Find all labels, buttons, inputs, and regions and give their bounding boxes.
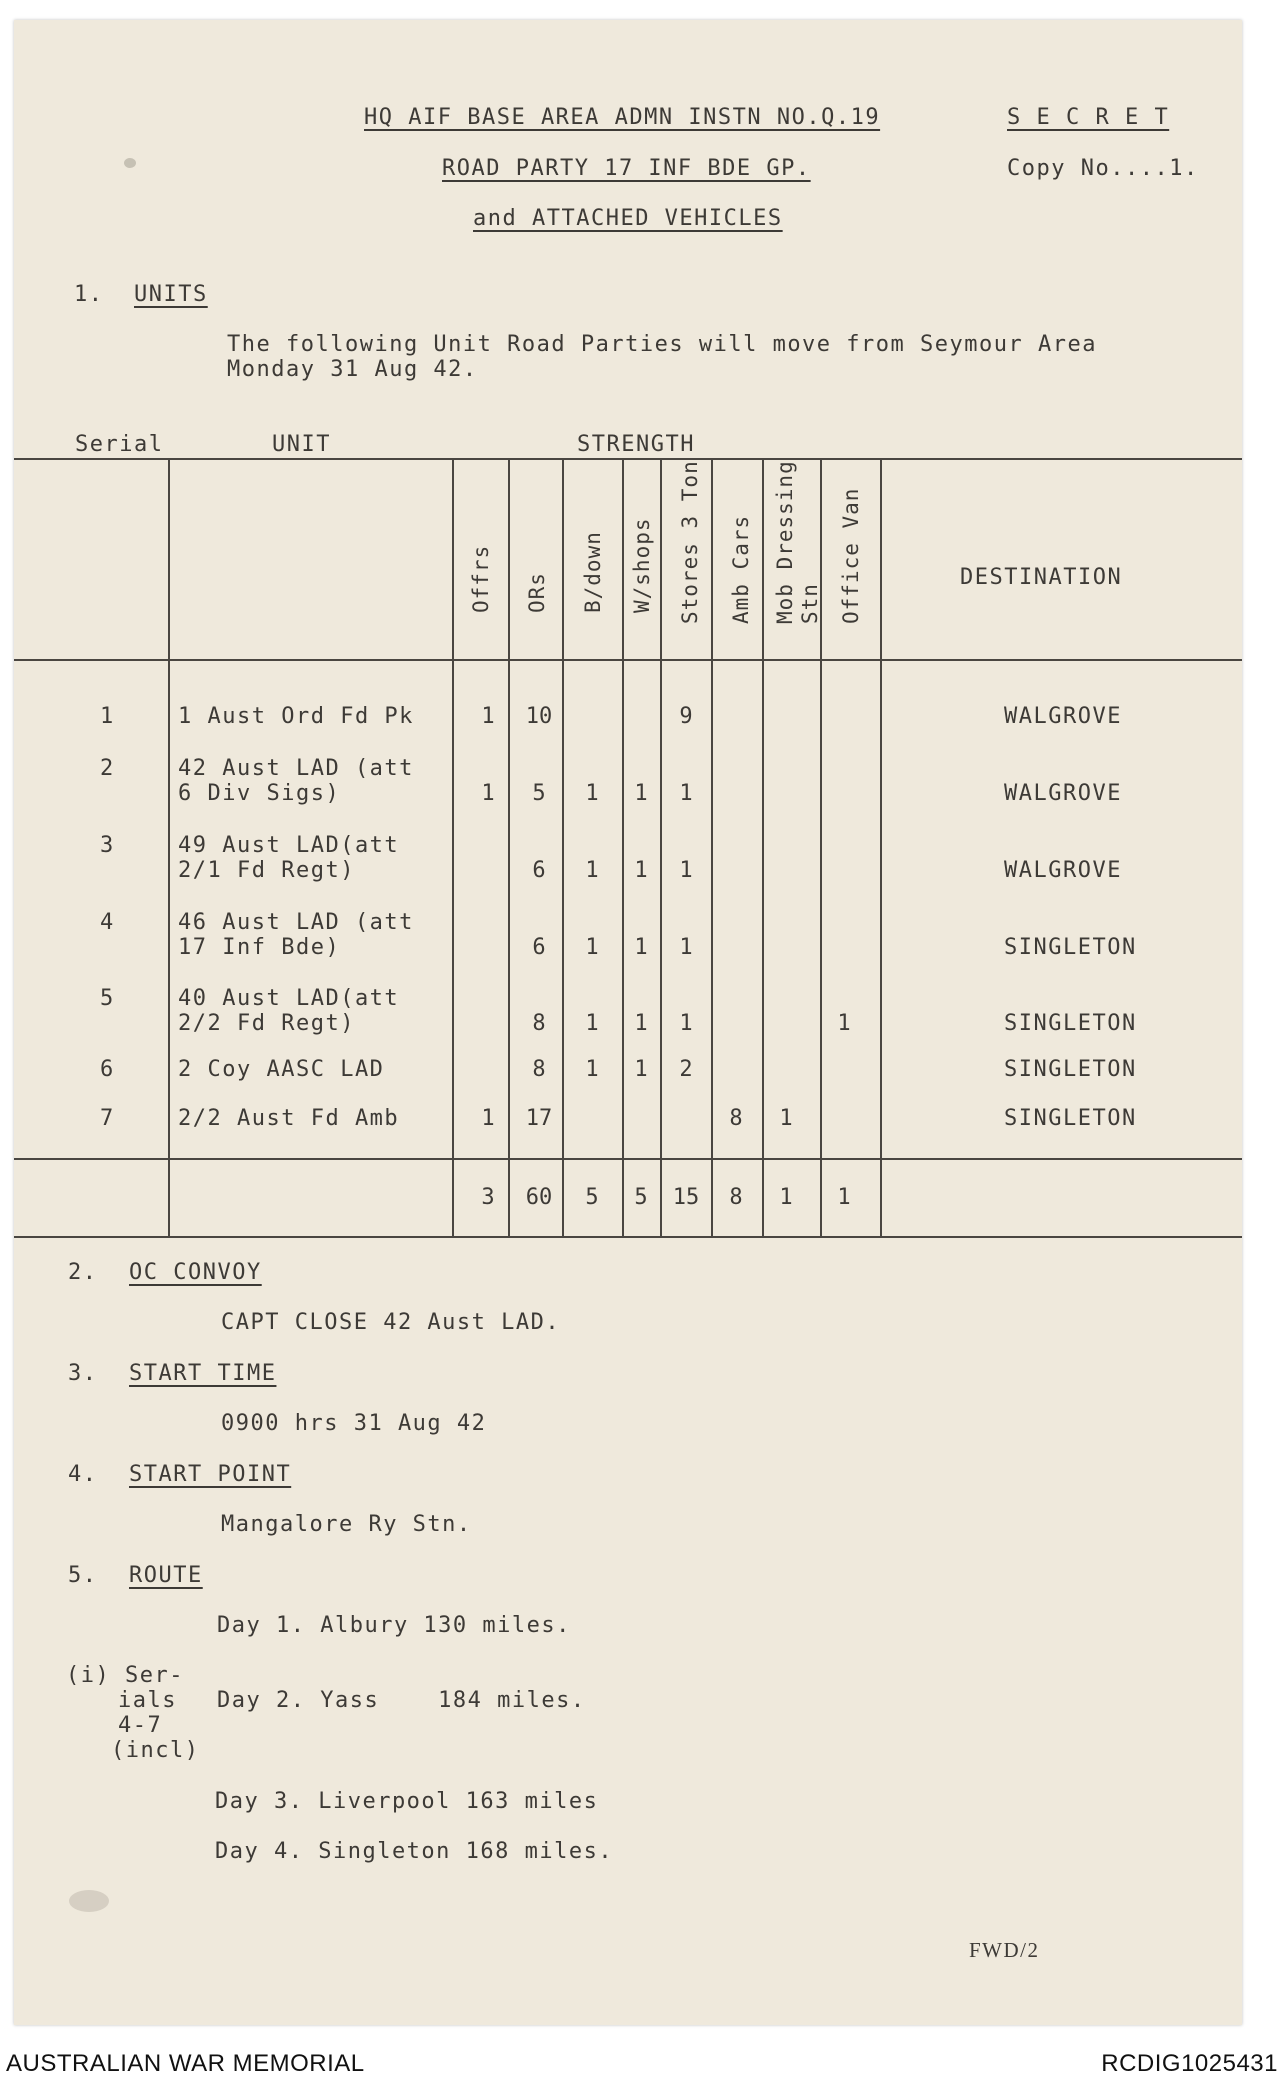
route-day-2: Day 2. Yass 184 miles.: [217, 1688, 586, 1713]
section-number: 4.: [68, 1462, 98, 1487]
row-unit-line-2: 2/2 Fd Regt): [178, 1011, 355, 1036]
oc-convoy-text: CAPT CLOSE 42 Aust LAD.: [221, 1310, 561, 1335]
total-mob: 1: [779, 1185, 793, 1210]
row-cell-stores: 1: [679, 935, 693, 960]
route-day-3: Day 3. Liverpool 163 miles: [215, 1789, 599, 1814]
row-cell-offrs: 1: [481, 704, 495, 729]
instruction-subtitle: ROAD PARTY 17 INF BDE GP.: [442, 156, 811, 181]
column-divider: [168, 458, 170, 1236]
row-cell-ors: 8: [532, 1057, 546, 1082]
row-cell-stores: 9: [679, 704, 693, 729]
row-cell-bdown: 1: [585, 781, 599, 806]
row-cell-stores: 1: [679, 1011, 693, 1036]
row-cell-van: 1: [837, 1011, 851, 1036]
column-header-strength: STRENGTH: [577, 432, 695, 457]
row-cell-bdown: 1: [585, 1011, 599, 1036]
route-day-1: Day 1. Albury 130 miles.: [217, 1613, 571, 1638]
row-cell-bdown: 1: [585, 935, 599, 960]
row-serial: 2: [100, 756, 115, 781]
row-serial: 3: [100, 833, 115, 858]
row-serial: 1: [100, 704, 115, 729]
row-unit-line-1: 46 Aust LAD (att: [178, 910, 414, 935]
column-header-destination: DESTINATION: [960, 565, 1123, 590]
row-unit-line-1: 42 Aust LAD (att: [178, 756, 414, 781]
row-cell-amb: 8: [729, 1106, 743, 1131]
instruction-subtitle-2: and ATTACHED VEHICLES: [473, 206, 783, 231]
row-destination: SINGLETON: [1004, 1057, 1137, 1082]
route-note-line-3: 4-7: [118, 1713, 163, 1738]
row-cell-ors: 6: [532, 858, 546, 883]
row-cell-wshops: 1: [634, 858, 648, 883]
total-bdown: 5: [585, 1185, 599, 1210]
column-header-serial: Serial: [75, 432, 164, 457]
column-divider: [562, 458, 564, 1236]
column-divider: [762, 458, 764, 1236]
route-note-line-2: ials: [118, 1688, 177, 1713]
column-divider: [508, 458, 510, 1236]
row-destination: SINGLETON: [1004, 1106, 1137, 1131]
units-intro-line-2: Monday 31 Aug 42.: [227, 357, 478, 382]
page-reference: FWD/2: [969, 1938, 1040, 1962]
row-destination: SINGLETON: [1004, 1011, 1137, 1036]
section-number: 3.: [68, 1361, 98, 1386]
row-destination: WALGROVE: [1004, 858, 1122, 883]
total-amb: 8: [729, 1185, 743, 1210]
table-top-rule: [14, 458, 1242, 460]
total-ors: 60: [525, 1185, 553, 1210]
row-cell-ors: 10: [525, 704, 553, 729]
row-unit-line-1: 49 Aust LAD(att: [178, 833, 400, 858]
row-destination: SINGLETON: [1004, 935, 1137, 960]
section-heading-oc-convoy: OC CONVOY: [129, 1260, 262, 1285]
section-number: 1.: [74, 282, 104, 307]
row-cell-ors: 8: [532, 1011, 546, 1036]
total-van: 1: [837, 1185, 851, 1210]
table-bottom-rule: [14, 1236, 1242, 1238]
header-bottom-rule: [14, 659, 1242, 661]
column-divider: [880, 458, 882, 1236]
copy-number: Copy No....1.: [1007, 156, 1199, 181]
section-heading-start-time: START TIME: [129, 1361, 277, 1386]
row-cell-mob: 1: [779, 1106, 793, 1131]
security-classification: S E C R E T: [1007, 105, 1170, 130]
row-cell-wshops: 1: [634, 1057, 648, 1082]
row-unit-line-1: 2/2 Aust Fd Amb: [178, 1106, 400, 1131]
row-unit-line-1: 2 Coy AASC LAD: [178, 1057, 385, 1082]
row-cell-wshops: 1: [634, 1011, 648, 1036]
row-cell-stores: 1: [679, 858, 693, 883]
row-cell-ors: 17: [525, 1106, 553, 1131]
total-offrs: 3: [481, 1185, 495, 1210]
column-divider: [660, 458, 662, 1236]
row-unit-line-1: 1 Aust Ord Fd Pk: [178, 704, 414, 729]
row-cell-bdown: 1: [585, 858, 599, 883]
row-unit-line-1: 40 Aust LAD(att: [178, 986, 400, 1011]
row-destination: WALGROVE: [1004, 704, 1122, 729]
footer-archive-name: AUSTRALIAN WAR MEMORIAL: [6, 2050, 365, 2077]
row-cell-bdown: 1: [585, 1057, 599, 1082]
row-unit-line-2: 17 Inf Bde): [178, 935, 341, 960]
section-number: 2.: [68, 1260, 98, 1285]
units-intro-line-1: The following Unit Road Parties will move from Seymour Area: [227, 332, 1097, 357]
row-cell-ors: 6: [532, 935, 546, 960]
row-serial: 4: [100, 910, 115, 935]
column-divider: [452, 458, 454, 1236]
row-cell-ors: 5: [532, 781, 546, 806]
row-cell-stores: 1: [679, 781, 693, 806]
start-point-text: Mangalore Ry Stn.: [221, 1512, 472, 1537]
route-note-line-1: (i) Ser-: [66, 1663, 184, 1688]
section-number: 5.: [68, 1563, 98, 1588]
start-time-text: 0900 hrs 31 Aug 42: [221, 1411, 487, 1436]
section-heading-route: ROUTE: [129, 1563, 203, 1588]
stain-mark: [124, 158, 136, 168]
row-unit-line-2: 6 Div Sigs): [178, 781, 341, 806]
row-serial: 5: [100, 986, 115, 1011]
instruction-title: HQ AIF BASE AREA ADMN INSTN NO.Q.19: [364, 105, 881, 130]
row-cell-offrs: 1: [481, 1106, 495, 1131]
section-heading-start-point: START POINT: [129, 1462, 292, 1487]
row-cell-wshops: 1: [634, 781, 648, 806]
row-cell-stores: 2: [679, 1057, 693, 1082]
route-day-4: Day 4. Singleton 168 miles.: [215, 1839, 614, 1864]
row-cell-offrs: 1: [481, 781, 495, 806]
totals-top-rule: [14, 1158, 1242, 1160]
total-stores: 15: [672, 1185, 700, 1210]
column-divider: [622, 458, 624, 1236]
footer-record-id: RCDIG1025431: [1101, 2050, 1278, 2077]
section-heading-units: UNITS: [134, 282, 208, 307]
route-note-line-4: (incl): [111, 1738, 200, 1763]
column-divider: [820, 458, 822, 1236]
row-destination: WALGROVE: [1004, 781, 1122, 806]
row-serial: 7: [100, 1106, 115, 1131]
row-serial: 6: [100, 1057, 115, 1082]
stain-mark: [69, 1890, 109, 1912]
row-unit-line-2: 2/1 Fd Regt): [178, 858, 355, 883]
document-page: HQ AIF BASE AREA ADMN INSTN NO.Q.19 ROAD PARTY 17 INF BDE GP. and ATTACHED VEHICLES S E C R E T Copy No....1. 1. UNITS The following Unit Road Parties will move from Seymour Area Monday 31 Aug 42. Serial UNIT STRENGTH Offrs ORs B/down W/shops Stores 3 Ton Amb Cars Mob Dressing Stn Office Van DESTINATION 1 1 Aust Ord Fd Pk 1 10 9 WALGROVE 2 42 Aust LAD (att 6 Div Sigs) 1 5 1 1 1 WALGROVE 3 49 Aust LAD(att 2/1 Fd Regt) 6 1 1 1 WALGROVE 4 46 Aust LAD (att 17 Inf Bde) 6 1 1 1 SINGLETON 5 40 Aust LAD(att 2/2 Fd Regt) 8 1 1 1 1 SINGLETON 6 2 Coy AASC LAD 8 1 1 2 SINGLETON 7 2/2 Aust Fd Amb 1 17 8 1 SINGLETON 3 60 5 5 15 8 1 1 2. OC CONVOY CAPT CLOSE 42 Aust LAD. 3. START TIME 0900 hrs 31 Aug 42 4. START POINT Mangalore Ry Stn. 5. ROUTE Day 1. Albury 130 miles. (i) Ser- ials 4-7 (incl) Day 2. Yass 184 miles. Day 3. Liverpool 163 miles Day 4. Singleton 168 miles. FWD/2: [14, 20, 1242, 2025]
total-wshops: 5: [634, 1185, 648, 1210]
column-divider: [711, 458, 713, 1236]
row-cell-wshops: 1: [634, 935, 648, 960]
column-header-unit: UNIT: [272, 432, 331, 457]
